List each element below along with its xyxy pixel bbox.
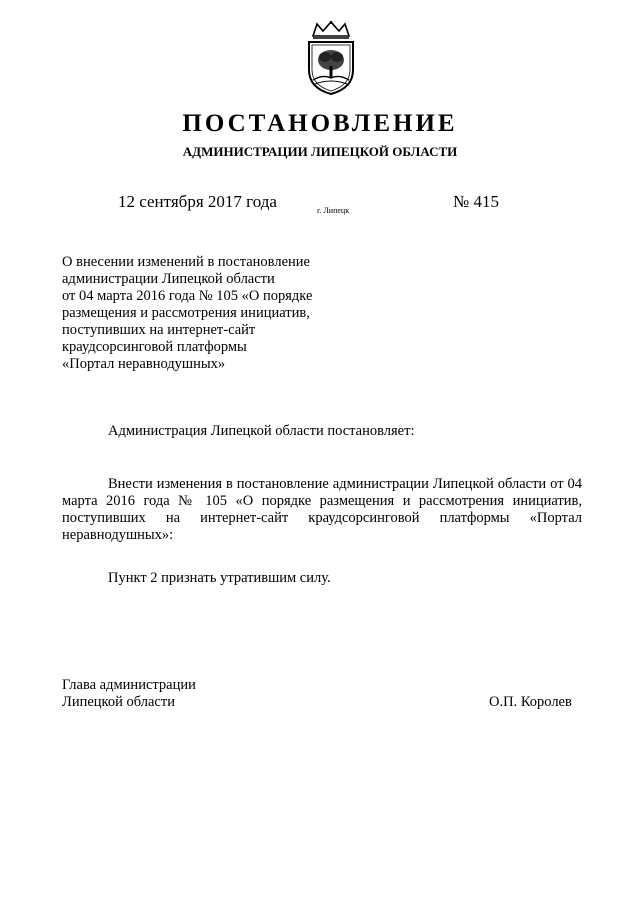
signer-title-line: Глава администрации bbox=[62, 677, 196, 693]
document-city: г. Липецк bbox=[317, 206, 350, 215]
coat-of-arms-icon bbox=[303, 20, 359, 96]
point-text: Пункт 2 признать утратившим силу. bbox=[108, 570, 331, 586]
subject-line: «Портал неравнодушных» bbox=[62, 356, 226, 372]
subject-line: от 04 марта 2016 года № 105 «О порядке bbox=[62, 288, 313, 304]
subject-line: краудсорсинговой платформы bbox=[62, 339, 247, 355]
subject-line: О внесении изменений в постановление bbox=[62, 254, 310, 270]
subject-line: администрации Липецкой области bbox=[62, 271, 275, 287]
body-paragraph: Внести изменения в постановление администрации Липецкой области от 04 марта 2016 года № 105 «О порядке размещения и рассмотрения инициатив, поступивших на интернет-сайт краудсорсинговой платформы «Портал неравнодушных»: bbox=[62, 476, 582, 543]
signer-title bbox=[62, 677, 196, 711]
document-number: № 415 bbox=[453, 192, 499, 211]
preamble-text: Администрация Липецкой области постановляет: bbox=[108, 423, 415, 439]
signer-title-line: Липецкой области bbox=[62, 694, 175, 710]
issuing-authority: АДМИНИСТРАЦИИ ЛИПЕЦКОЙ ОБЛАСТИ bbox=[182, 144, 458, 159]
document-date: 12 сентября 2017 года bbox=[118, 192, 277, 211]
document-subject bbox=[62, 254, 392, 373]
subject-line: размещения и рассмотрения инициатив, bbox=[62, 305, 310, 321]
document-type-title: ПОСТАНОВЛЕНИЕ bbox=[182, 110, 458, 137]
subject-line: поступивших на интернет-сайт bbox=[62, 322, 256, 338]
signer-name: О.П. Королев bbox=[489, 694, 572, 710]
